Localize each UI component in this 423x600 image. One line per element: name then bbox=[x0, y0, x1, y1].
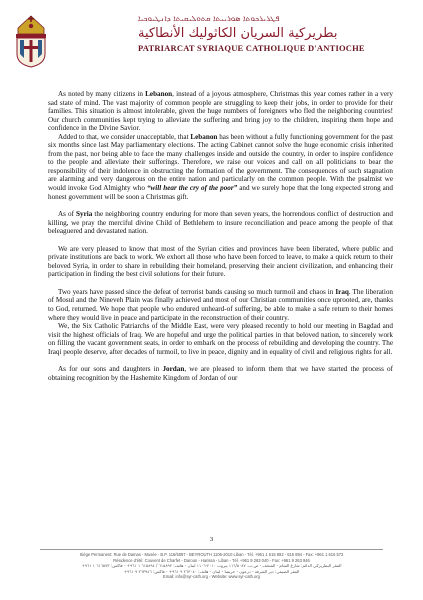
country-name: Jordan bbox=[162, 365, 185, 374]
letterhead-french-title: PATRIARCAT SYRIAQUE CATHOLIQUE D'ANTIOCHE bbox=[138, 43, 365, 53]
letterhead-arabic-title: بطريركية السريان الكاثوليك الأنطاكية bbox=[138, 26, 338, 41]
letter-body bbox=[48, 90, 393, 382]
footer-divider bbox=[40, 549, 383, 550]
page-number: 3 bbox=[209, 536, 214, 543]
letterhead bbox=[0, 0, 423, 80]
footer-address-fr: Siège Permanent: Rue de Damas - Musée - B.P. 116/5087 - BEYROUTH 1106-2010 Liban - Tél. +961 1 615 892 - 615 894 - Fax: +961 1 616 573 bbox=[79, 552, 344, 557]
country-name: Lebanon bbox=[145, 90, 173, 98]
paragraph-jordan: As for our sons and daughters in Jordan, we are pleased to inform them that we have started the process of obtaining recognition by the Hashemite Kingdom of Jordan of our bbox=[48, 365, 393, 382]
country-name: Iraq bbox=[335, 287, 349, 296]
paragraph-lebanon-christmas: As noted by many citizens in Lebanon, instead of a joyous atmosphere, Christmas this year comes rather in a very sad state of mind. The vast majority of common people are struggling to keep their jobs, in order to provide for their families. This situation is almost intolerable, given the huge numbers of foreigners who fled the neighboring countries! Our church communities kept trying to alleviate the suffering and bring joy to the children, inspiring them hope and confidence in the Divine Savior. bbox=[48, 90, 393, 133]
paragraph-syria-return: We are very pleased to know that most of the Syrian cities and provinces have been liberated, where public and private institutions are back to work. We exhort all those who have been forced to leave, to make a quick return to their beloved Syria, in order to share in rebuilding their homeland, preserving their ancient civilization, and enhancing their participation in finding the best civil solutions for their future. bbox=[48, 244, 393, 279]
patriarchate-emblem-icon bbox=[8, 14, 54, 68]
footer-summer-residence-ar: المقر الصيفي: دير الشرفة - درعون - حريصا - لبنان - هاتف: ٢٦٣٠٤٠ ٩ ٩٦١+ - فاكس: ٢٦٣٩٤٦ ٩ ٩٦١+ bbox=[123, 568, 300, 574]
footer bbox=[20, 552, 403, 580]
psalm-quote: “will hear the cry of the poor” bbox=[146, 184, 238, 193]
paragraph-iraq-liberation: Two years have passed since the defeat of terrorist bands causing so much turmoil and chaos in Iraq. The liberation of Mosul and the Nineveh Plain was finally achieved and most of our Christian communities once uprooted, are, thanks to God, returned. We hope that people who endured unheard-of suffering, be able to make a safe return to their homes where they would live in peace and participate in the reconstruction of their country. bbox=[48, 287, 393, 322]
footer-address-ar: المقر البطريركي الدائم: شارع الشام - المتحف - ص.ب. ١١٦/٥٠٨٧ بيروت ٢٠١٠-١١٠٦ لبنان - هاتف: ٦١٥٨٩٢ / ٦١٥٨٩٤ ١ ٩٦١+ - فاكس: ٦١٦٥٧٣ ١ ٩٦١+ bbox=[81, 563, 342, 569]
paragraph-iraq-patriarchs: We, the Six Catholic Patriarchs of the Middle East, were very pleased recently to hold our meeting in Bagdad and visit the highest officials of Iraq. We are hopeful and urge the political parties in that beloved nation, to sincerely work on filling the vacant government seats, in order to embark on the process of rebuilding and developing the country. The Iraqi people deserve, after decades of turmoil, to live in peace, dignity and in equality of civil and religious rights for all. bbox=[48, 322, 393, 356]
country-name: Lebanon bbox=[190, 132, 218, 141]
paragraph-lebanon-government: Added to that, we consider unacceptable, that Lebanon has been without a fully functioning government for the past six months since last May parliamentary elections. The acting Cabinet cannot solve the huge economic crisis inherited from the past, nor being able to face the many challenges inside and outside the country, in order to inspire confidence to the people and alleviate their sufferings. Therefore, we raise our voices and call on all politicians to bear the responsibility of their indolence in obstructing the formation of the government. The consequences of such stagnation are alarming and very dangerous on the entire nation and particularly on the common people. With the psalmist we would invoke God Almighty who “will hear the cry of the poor” and we surely hope that the long expected strong and honest government will be soon a Christmas gift. bbox=[48, 132, 394, 201]
letterhead-syriac-title: ܦܛܪܝܪܟܘܬܐ ܣܘܪܝܝܬܐ ܩܬܘܠܝܩܝܬܐ ܕܐܢܛܝܘܟܝܐ bbox=[138, 14, 280, 23]
paragraph-syria-conflict: As of Syria the neighboring country enduring for more than seven years, the horrendous conflict of destruction and killing, we pray the merciful divine Child of Bethlehem to insure reconciliation and peace among the people of that beleaguered and devastated nation. bbox=[48, 210, 393, 236]
footer-summer-residence-fr: Résidence d'été: Couvent de Charfet - Daroun - Harissa - Liban - Tél. +961 9 263 040 - Fax: +961 9 263 946 bbox=[113, 557, 310, 563]
footer-contact: Email: info@syr-cath.org - Website: www.syr-cath.org bbox=[163, 574, 260, 580]
country-name: Syria bbox=[76, 210, 93, 219]
